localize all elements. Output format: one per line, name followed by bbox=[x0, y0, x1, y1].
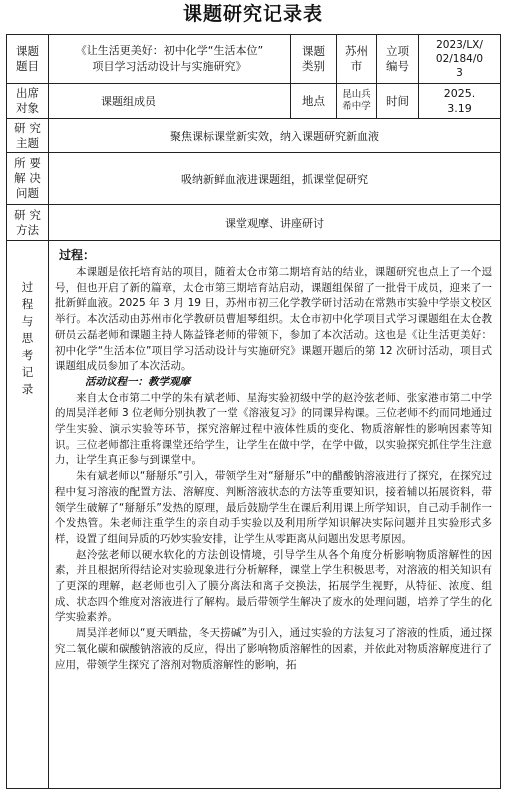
method-label: 研 究 方法 bbox=[7, 205, 49, 241]
theme-label: 研 究 主题 bbox=[7, 119, 49, 153]
id-label: 立项 编号 bbox=[377, 35, 419, 84]
paragraph-zhu: 朱有斌老师以“掰掰乐”引入，带领学生对“掰掰乐”中的醋酸钠溶液进行了探究，在探究过程中复习溶液的配置方法、溶解度、判断溶液状态的方法等重要知识，接着辅以拓展资料，带领学生破解了“掰掰乐”发热的原理，最后鼓励学生在课后利用课上所学知识，自己动手制作一个发热管。朱老师注重学生的亲自动手实验以及利用所学知识解决实际问题并且实验形式多样，设置了组间异质的巧妙实验安排，让学生从零距离从问题出发思考原因。 bbox=[55, 470, 492, 545]
process-heading: 过程： bbox=[59, 248, 96, 262]
topic-label: 课题 题目 bbox=[7, 35, 49, 84]
attendees-value: 课题组成员 bbox=[49, 84, 291, 119]
time-label: 时间 bbox=[377, 84, 419, 119]
theme-value: 聚焦课标课堂新实效，纳入课题研究新血液 bbox=[49, 119, 501, 153]
research-record-table bbox=[6, 34, 501, 789]
place-label: 地点 bbox=[291, 84, 337, 119]
paragraph-lessons: 来自太仓市第二中学的朱有斌老师、星海实验初级中学的赵泠弦老师、张家港市第二中学的周昊洋老师 3 位老师分别执教了一堂《溶液复习》的同课异构课。三位老师不约而同地通过学生实验、演示实验等环节，探究溶解过程中液体性质的变化、物质溶解性的影响因素等知识。三位老师都注重将课堂还给学生，让学生在做中学，在学中做，以实验探究抓住学生注意力，让学生真正参与到课堂中。 bbox=[55, 391, 492, 467]
agenda-heading: 活动议程一：教学观摩 bbox=[85, 375, 190, 388]
problem-value: 吸纳新鲜血液进课题组，抓课堂促研究 bbox=[49, 153, 501, 205]
attendees-label: 出席 对象 bbox=[7, 84, 49, 119]
record-label: 过 程 与 思 考 记 录 bbox=[7, 241, 49, 789]
paragraph-zhou: 周昊洋老师以“夏天晒盐，冬天捞碱”为引入，通过实验的方法复习了溶液的性质，通过探究二氧化碳和碳酸钠溶液的反应，得出了影响物质溶解性的因素，并依此对物质溶解度进行了应用，带领学生探究了溶剂对物质溶解性的影响，拓 bbox=[55, 627, 492, 671]
topic-value: 《让生活更美好：初中化学“生活本位” 项目学习活动设计与实施研究》 bbox=[49, 35, 291, 84]
paragraph-zhao: 赵泠弦老师以硬水软化的方法创设情境，引导学生从各个角度分析影响物质溶解性的因素，并且根据所得结论对实验现象进行分析解释，课堂上学生积极思考，对溶液的相关知识有了更深的理解，赵老师也引入了膜分离法和离子交换法，拓展学生视野，从特征、浓度、组成、状态四个维度对溶液进行了解构。最后带领学生解决了废水的处理问题，培养了学生的化学实验素养。 bbox=[55, 548, 492, 624]
type-label: 课题 类别 bbox=[291, 35, 337, 84]
method-value: 课堂观摩、讲座研讨 bbox=[49, 205, 501, 241]
time-value: 2025. 3.19 bbox=[419, 84, 501, 119]
type-value: 苏州 市 bbox=[337, 35, 377, 84]
id-value: 2023/LX/ 02/184/0 3 bbox=[419, 35, 501, 84]
problem-label: 所 要 解 决 问题 bbox=[7, 153, 49, 205]
record-content bbox=[49, 241, 501, 789]
place-value: 昆山兵 希中学 bbox=[337, 84, 377, 119]
page-title: 课题研究记录表 bbox=[182, 3, 323, 25]
paragraph-intro: 本课题是依托培育站的项目，随着太仓市第二期培育站的结业，课题研究也点上了一个逗号，但也开启了新的篇章，太仓市第三期培育站启动，课题组保留了一批骨干成员，迎来了一批新鲜血液。2025 年 3 月 19 日，苏州市初三化学教学研讨活动在常熟市实验中学崇文校区举行。本次活动由苏州市化学教研员曹旭琴组织。太仓市初中化学项目式学习课题组在太仓教研员云磊老师和课题主持人陈益锋老师的带领下，参加了本次活动。这也是《让生活更美好：初中化学“生活本位”项目学习活动设计与实施研究》课题开题后的第 12 次研讨活动，项目式课题组成员参加了本次活动。 bbox=[55, 266, 492, 373]
